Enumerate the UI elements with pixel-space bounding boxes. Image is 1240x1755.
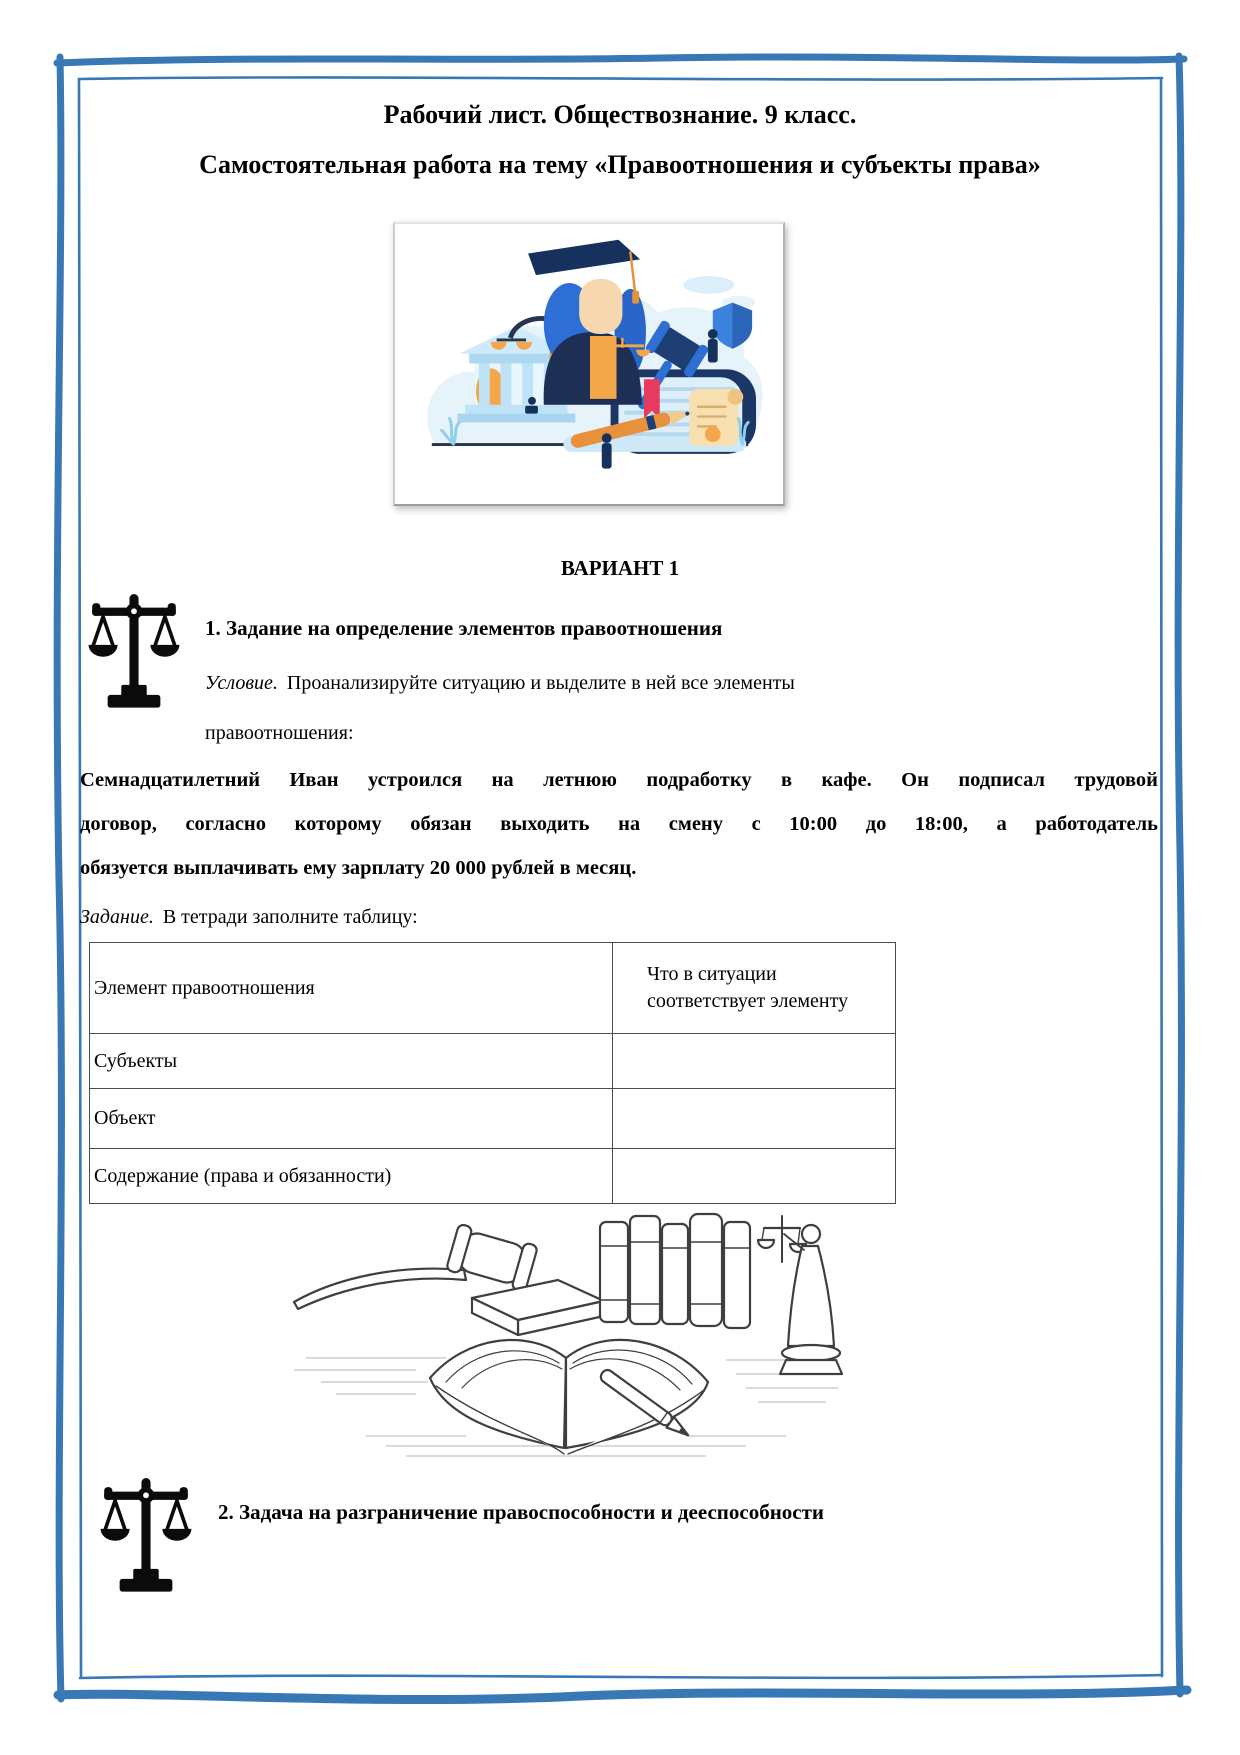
task1-condition-line2: правоотношения: bbox=[205, 722, 354, 744]
condition-label: Условие. bbox=[205, 672, 278, 694]
table-row bbox=[90, 1089, 896, 1149]
task1-heading: 1. Задание на определение элементов правоотношения bbox=[205, 616, 723, 640]
table-row bbox=[90, 1149, 896, 1204]
situation-line: договор, согласно которому обязан выходить на смену с 10:00 до 18:00, а работодатель bbox=[80, 813, 1158, 835]
legal-engraving-illustration bbox=[266, 1210, 874, 1464]
law-education-illustration-art bbox=[395, 224, 783, 504]
table-header-row bbox=[90, 943, 896, 1034]
element-cell: Субъекты bbox=[90, 1034, 613, 1089]
scales-icon bbox=[88, 594, 180, 714]
page-subtitle: Самостоятельная работа на тему «Правоотношения и субъекты права» bbox=[199, 150, 1041, 179]
task2-heading: 2. Задача на разграничение правоспособности и дееспособности bbox=[218, 1500, 825, 1524]
task1-instruction bbox=[80, 906, 418, 929]
elements-table bbox=[89, 942, 896, 1204]
value-cell bbox=[613, 1089, 896, 1149]
condition-text: Проанализируйте ситуацию и выделите в ней все элементы bbox=[286, 672, 795, 694]
situation-line: Семнадцатилетний Иван устроился на летнюю подработку в кафе. Он подписал трудовой bbox=[80, 769, 1158, 791]
variant-heading: ВАРИАНТ 1 bbox=[560, 556, 680, 580]
element-cell: Содержание (права и обязанности) bbox=[90, 1149, 613, 1204]
task1-condition-line1 bbox=[205, 672, 795, 695]
value-cell bbox=[613, 1149, 896, 1204]
task-label: Задание. bbox=[80, 906, 154, 928]
scales-icon bbox=[100, 1478, 192, 1598]
situation-line: обязуется выплачивать ему зарплату 20 000 рублей в месяц. bbox=[80, 857, 637, 879]
element-cell: Объект bbox=[90, 1089, 613, 1149]
table-row bbox=[90, 1034, 896, 1089]
col2-header: Что в ситуации соответствует элементу bbox=[613, 943, 896, 1034]
value-cell bbox=[613, 1034, 896, 1089]
col1-header: Элемент правоотношения bbox=[90, 943, 613, 1034]
task-text: В тетради заполните таблицу: bbox=[162, 906, 418, 928]
situation-paragraph bbox=[80, 758, 1158, 890]
law-education-illustration bbox=[393, 222, 785, 506]
page-title: Рабочий лист. Обществознание. 9 класс. bbox=[383, 100, 857, 129]
legal-engraving-art bbox=[266, 1210, 874, 1464]
